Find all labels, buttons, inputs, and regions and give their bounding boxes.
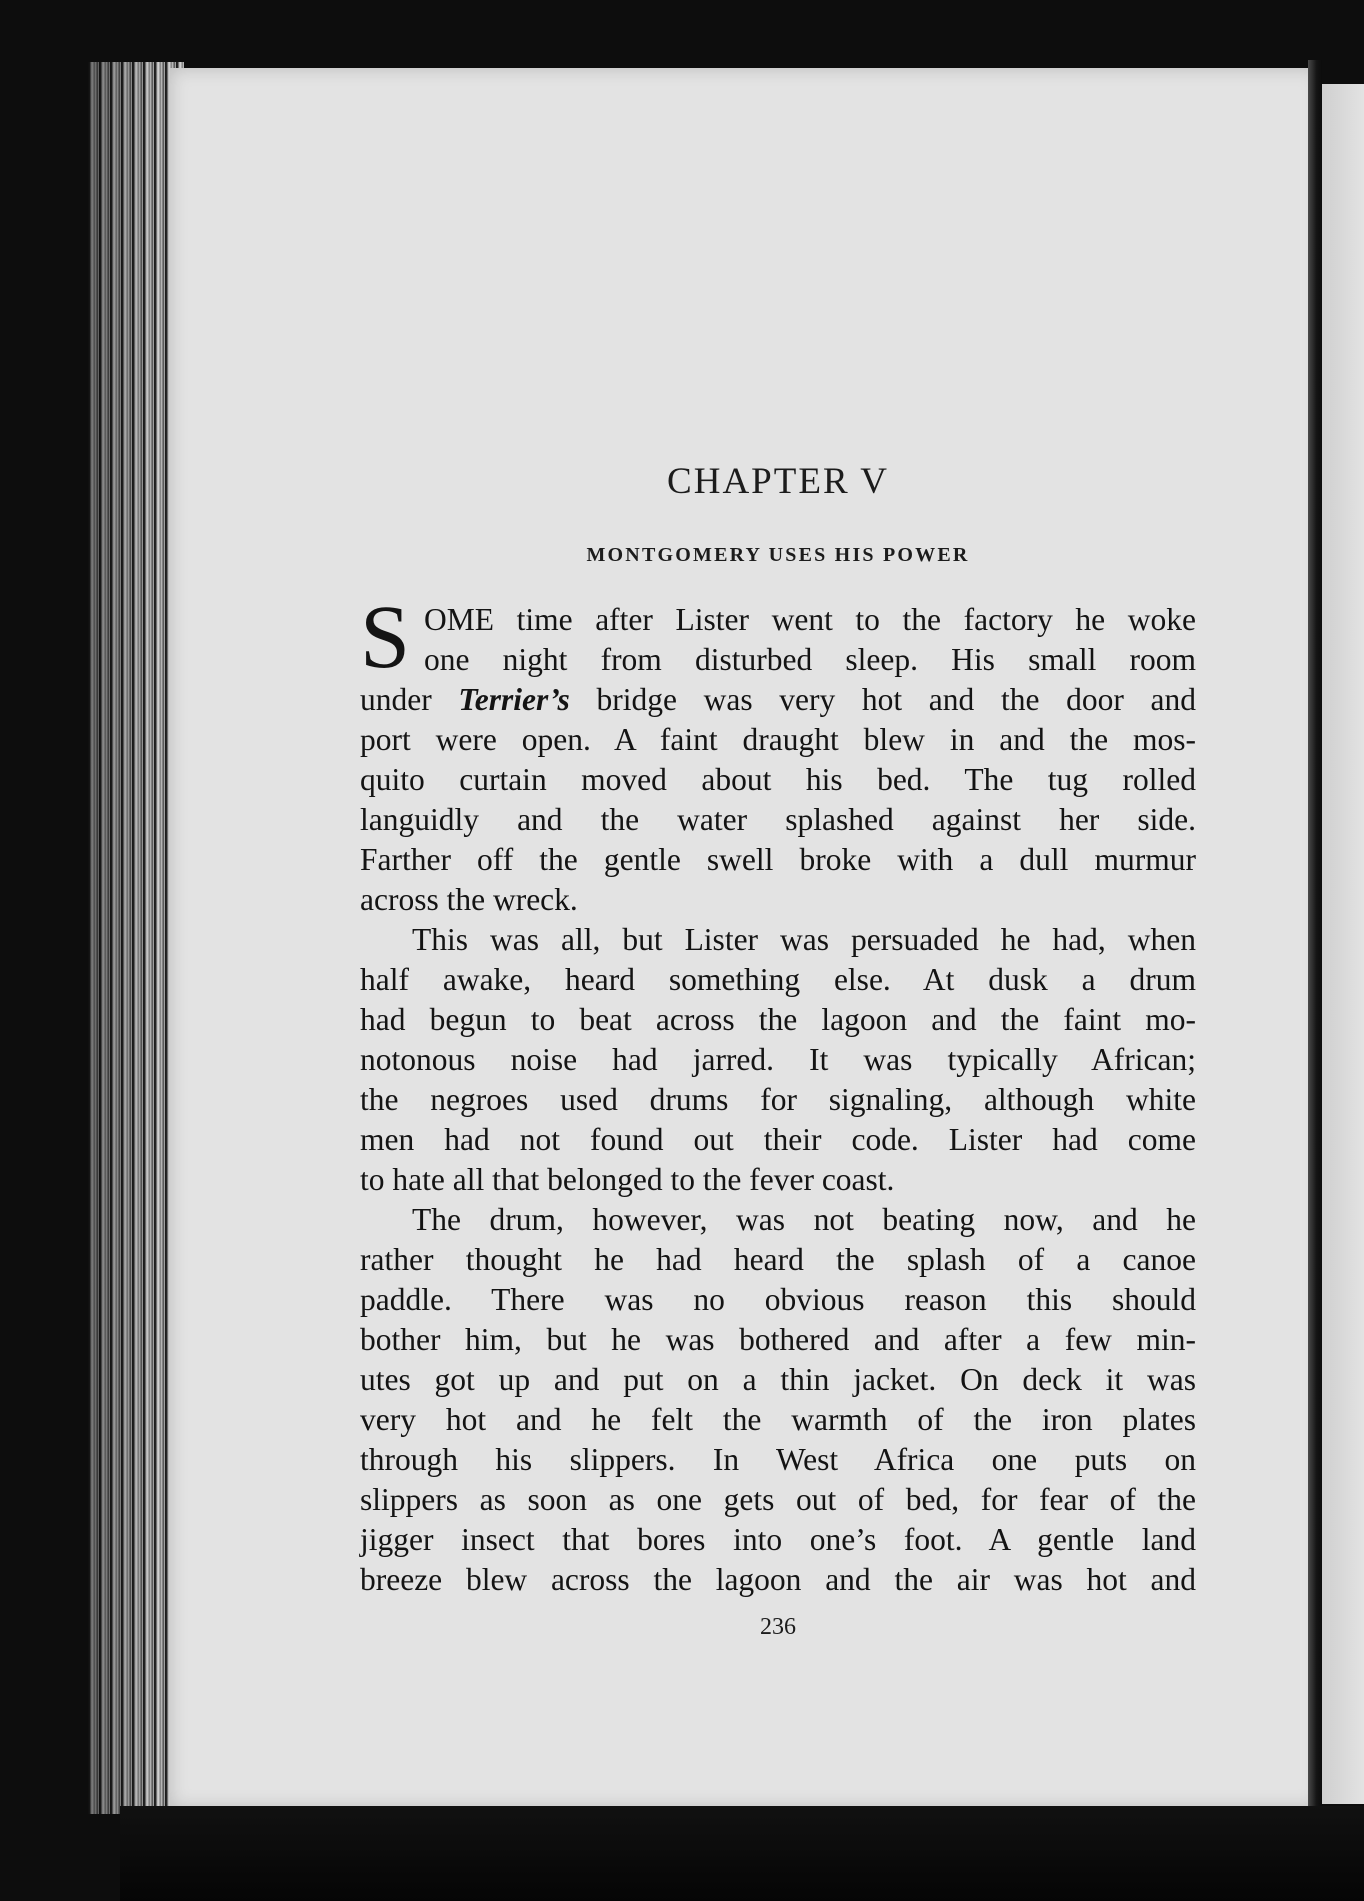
chapter-subtitle: MONTGOMERY USES HIS POWER xyxy=(586,544,970,566)
text-line: quito curtain moved about his bed. The tug rolled xyxy=(360,762,1196,797)
text-line: across the wreck. xyxy=(360,882,578,917)
text-line: rather thought he had heard the splash of a canoe xyxy=(360,1242,1196,1277)
text-line: bother him, but he was bothered and after a few min- xyxy=(360,1322,1196,1357)
facing-page-edge xyxy=(1322,84,1364,1804)
text-line: to hate all that belonged to the fever coast. xyxy=(360,1162,895,1197)
text-line: men had not found out their code. Lister had come xyxy=(360,1122,1196,1157)
text-line: very hot and he felt the warmth of the iron plates xyxy=(360,1402,1196,1437)
book-gutter xyxy=(1308,60,1322,1820)
page-number: 236 xyxy=(760,1614,796,1640)
text-line: slippers as soon as one gets out of bed, for fear of the xyxy=(360,1482,1196,1517)
text-line: port were open. A faint draught blew in and the mos- xyxy=(360,722,1196,757)
second-line xyxy=(360,640,1196,680)
chapter-body-text xyxy=(360,588,1196,1600)
text-fragment: bridge was very hot and the door and xyxy=(569,682,1196,717)
text-line: Farther off the gentle swell broke with a dull murmur xyxy=(360,842,1196,877)
text-line: OME time after Lister went to the factory he woke xyxy=(424,602,1196,637)
text-line: had begun to beat across the lagoon and the faint mo- xyxy=(360,1002,1196,1037)
text-line: paddle. There was no obvious reason this should xyxy=(360,1282,1196,1317)
text-line: through his slippers. In West Africa one puts on xyxy=(360,1442,1196,1477)
text-line: notonous noise had jarred. It was typically African; xyxy=(360,1042,1196,1077)
text-line: one night from disturbed sleep. His small room xyxy=(424,642,1196,677)
text-line: the negroes used drums for signaling, although white xyxy=(360,1082,1196,1117)
text-line: half awake, heard something else. At dusk a drum xyxy=(360,962,1196,997)
text-line-with-italic xyxy=(360,680,1196,720)
italic-ship-name: Terrier’s xyxy=(458,682,570,717)
drop-cap: S xyxy=(360,588,411,687)
text-line: breeze blew across the lagoon and the air was hot and xyxy=(360,1562,1196,1597)
text-line: jigger insect that bores into one’s foot. A gentle land xyxy=(360,1522,1196,1557)
bottom-shadow xyxy=(120,1806,1364,1901)
text-line: utes got up and put on a thin jacket. On deck it was xyxy=(360,1362,1196,1397)
chapter-heading: CHAPTER V xyxy=(667,461,889,502)
text-line: languidly and the water splashed against her side. xyxy=(360,802,1196,837)
paragraph-start-line: This was all, but Lister was persuaded he had, when xyxy=(412,922,1196,957)
paragraph-start-line: The drum, however, was not beating now, and he xyxy=(412,1202,1196,1237)
text-fragment: under xyxy=(360,682,459,717)
